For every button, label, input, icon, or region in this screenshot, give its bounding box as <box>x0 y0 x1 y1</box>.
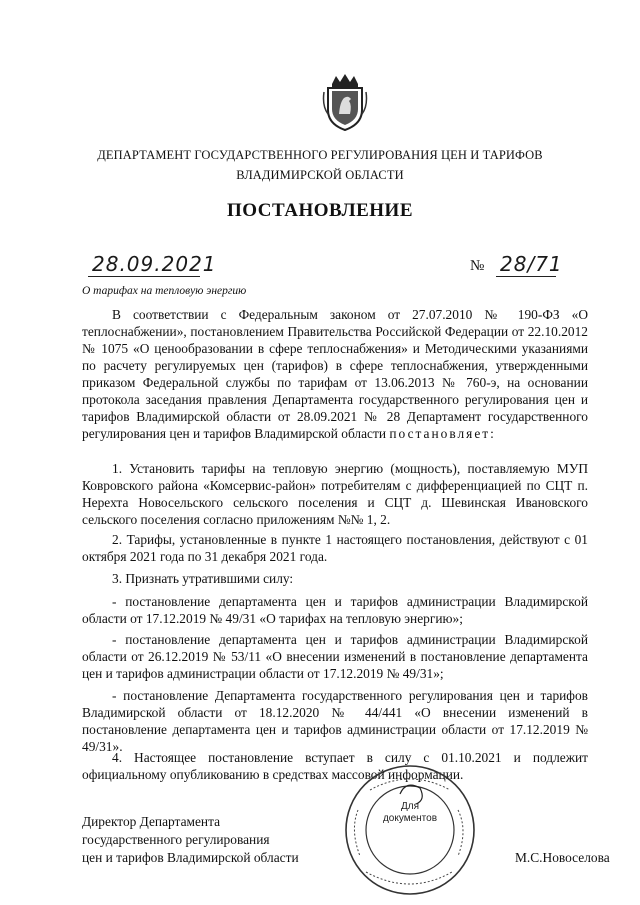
position-line3: цен и тарифов Владимирской области <box>82 850 299 865</box>
item-4: 4. Настоящее постановление вступает в силу с 01.10.2021 и подлежит официальному опубликованию в средствах массовой информации. <box>82 750 588 782</box>
official-stamp <box>340 760 480 900</box>
document-date: 28.09.2021 <box>92 252 217 276</box>
document-number: 28/71 <box>500 252 563 276</box>
number-sign: № <box>470 258 485 274</box>
document-title: ПОСТАНОВЛЕНИЕ <box>226 200 414 221</box>
department-name-line2: ВЛАДИМИРСКОЙ ОБЛАСТИ <box>236 168 404 182</box>
signatory-name: М.С.Новоселова <box>515 850 610 865</box>
signatory-position <box>82 813 299 867</box>
preamble-paragraph <box>82 306 588 442</box>
position-line2: государственного регулирования <box>82 832 270 847</box>
coat-of-arms-icon <box>322 70 368 132</box>
stamp-text-line2: документов <box>382 813 438 824</box>
stamp-inner-text <box>370 801 450 825</box>
date-underline <box>88 276 200 277</box>
item-3-subitem-a: - постановление департамента цен и тарифов администрации Владимирской области от 17.12.2019 № 49/31 «О тарифах на тепловую энергию»; <box>82 594 588 626</box>
preamble-text: В соответствии с Федеральным законом от 27.07.2010 № 190-ФЗ «О теплоснабжении», постановлением Правительства Российской Федерации от 22.10.2012 № 1075 «О ценообразовании в сфере теплоснабжения» и Методическими указаниями по расчету регулируемых цен (тарифов) в сфере теплоснабжения, утвержденными приказом Федеральной службы по тарифам от 13.06.2013 № 760-э, на основании протокола заседания правления Департамента государственного регулирования цен и тарифов Владимирской области от 28.09.2021 № 28 Департамент государственного регулирования цен и тарифов Владимирской области <box>82 307 588 441</box>
item-3-subitem-c: - постановление Департамента государственного регулирования цен и тарифов Владимирской области от 18.12.2020 № 44/441 «О внесении изменений в постановление департамента цен и тарифов администрации области от 17.12.2019 № 49/31». <box>82 688 588 754</box>
item-3-subitem-b: - постановление департамента цен и тарифов администрации Владимирской области от 26.12.2019 № 53/11 «О внесении изменений в постановление департамента цен и тарифов администрации области от 17.12.2019 № 49/31»; <box>82 632 588 681</box>
item-3: 3. Признать утратившими силу: <box>112 571 294 586</box>
item-1: 1. Установить тарифы на тепловую энергию (мощность), поставляемую МУП Ковровского района «Комсервис-район» потребителям с дифференциацией по СЦТ п. Нерехта Новосельского сельского поселения и СЦТ д. Шевинская Ивановского сельского поселения согласно приложениям №№ 1, 2. <box>82 461 588 527</box>
document-subject: О тарифах на тепловую энергию <box>82 285 247 297</box>
position-line1: Директор Департамента <box>82 814 221 829</box>
item-2: 2. Тарифы, установленные в пункте 1 настоящего постановления, действуют с 01 октября 2021 года по 31 декабря 2021 года. <box>82 532 588 564</box>
number-underline <box>496 276 556 277</box>
preamble-verb: постановляет: <box>389 426 496 441</box>
department-name-line1: ДЕПАРТАМЕНТ ГОСУДАРСТВЕННОГО РЕГУЛИРОВАНИЯ ЦЕН И ТАРИФОВ <box>97 148 543 162</box>
stamp-text-line1: Для <box>400 801 420 812</box>
